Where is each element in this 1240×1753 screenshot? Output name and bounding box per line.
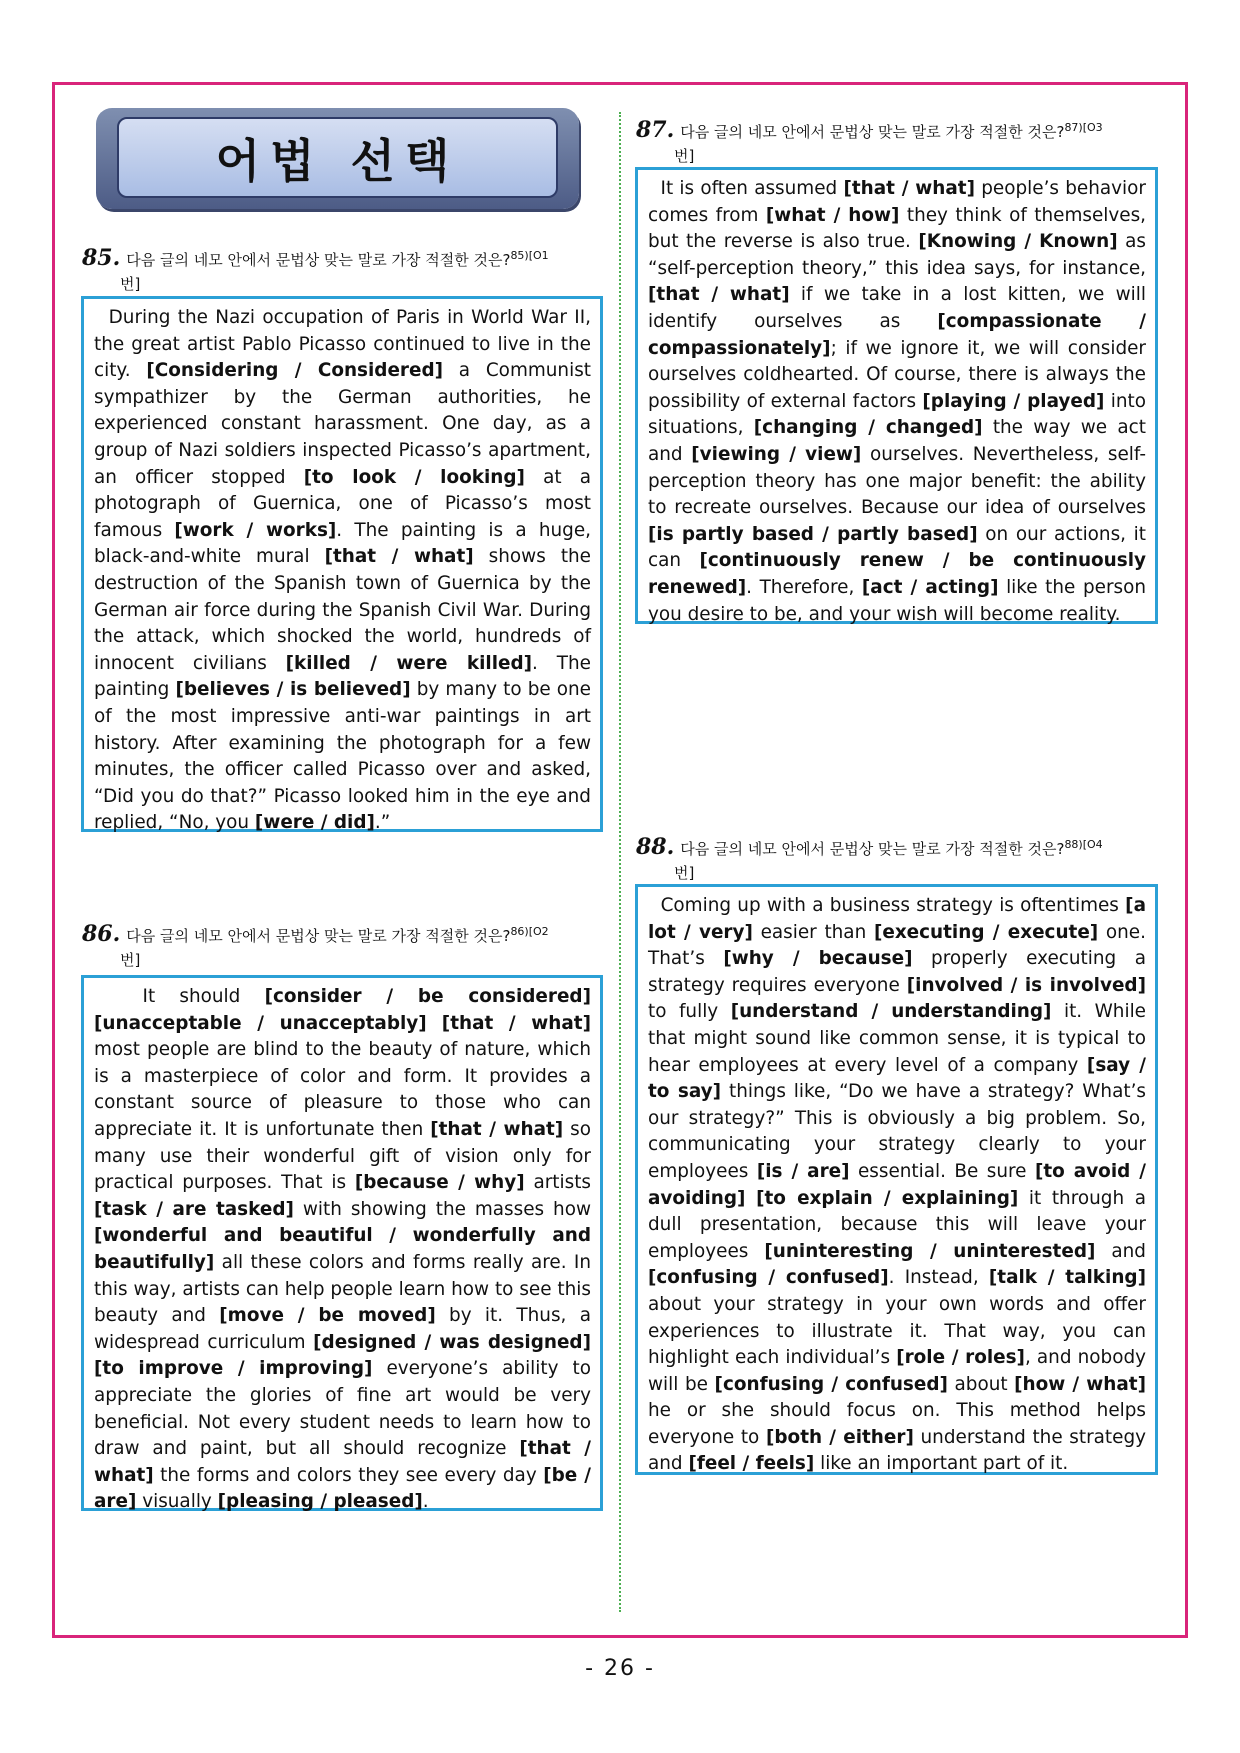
passage-text: During the Nazi occupation of Paris in World War II, the great artist Pablo Picasso continued to live in the city. — [94, 307, 591, 382]
passage-text: they think of themselves, but the reverse is also true. — [648, 204, 1147, 253]
question-number: 86. — [82, 921, 121, 947]
passage-text: as “self-perception theory,” this idea says, for instance, — [648, 231, 1146, 279]
answer-choice: [that / what] — [843, 178, 975, 199]
question-passage — [81, 975, 603, 1511]
answer-choice: [were / did] — [254, 812, 375, 834]
answer-choice: [task / are tasked] — [94, 1198, 294, 1220]
question-prompt: 다음 글의 네모 안에서 문법상 맞는 말로 가장 적절한 것은? — [126, 927, 511, 945]
question-header-87 — [636, 116, 1166, 168]
question-prompt: 다음 글의 네모 안에서 문법상 맞는 말로 가장 적절한 것은? — [680, 840, 1065, 858]
title-banner-inner — [117, 117, 558, 198]
answer-choice: [to explain / explaining] — [756, 1187, 1019, 1209]
answer-choice: [pleasing / pleased] — [217, 1491, 423, 1513]
passage-text: one. That’s — [648, 921, 1146, 970]
answer-choice: [talk / talking] — [988, 1267, 1146, 1289]
answer-choice: [confusing / confused] — [648, 1267, 889, 1289]
passage-text: It should — [142, 986, 265, 1007]
passage-text: visually — [136, 1491, 218, 1513]
passage-text: . Therefore, — [746, 576, 862, 598]
passage-text: the forms and colors they see every day — [153, 1464, 544, 1486]
answer-choice: [why / because] — [723, 948, 913, 970]
passage-text: so many use their wonderful gift of vision only for practical purposes. That is — [94, 1118, 591, 1194]
passage-text: It is often assumed — [660, 178, 844, 199]
answer-choice: [that / what] — [94, 1438, 591, 1486]
passage-text: . The painting is a huge, black-and-white mural — [94, 519, 591, 568]
passage-text: by many to be one of the most impressive anti-war paintings in art history. After examining the photograph for a few minutes, the officer called Picasso over and asked, “Did you do that?” Picasso looked him in the eye and replied, “No, you — [94, 679, 591, 834]
answer-choice: [believes / is believed] — [175, 679, 411, 701]
passage-text: shows the destruction of the Spanish town of Guernica by the German air force during the Spanish Civil War. During the attack, which shocked the world, hundreds of innocent civilians — [94, 546, 591, 674]
passage-text: easier than — [752, 921, 874, 943]
passage-text: people’s behavior comes from — [648, 178, 1146, 226]
answer-choice: [to improve / improving] — [94, 1358, 373, 1380]
passage-text: on our actions, it can — [648, 523, 1146, 572]
answer-choice: [to look / looking] — [303, 466, 525, 488]
passage-text: everyone’s ability to appreciate the glories of fine art would be very beneficial. Not every student needs to learn how to draw and paint, but all should recognize — [94, 1358, 591, 1460]
passage-text: by it. Thus, a widespread curriculum — [94, 1305, 591, 1353]
answer-choice: [compassionate / compassionately] — [648, 310, 1146, 359]
passage-text — [745, 1188, 756, 1209]
answer-choice: [be / are] — [94, 1464, 591, 1513]
passage-text: about your strategy in your own words and offer experiences to illustrate it. That way, you can highlight each individual’s — [648, 1293, 1146, 1369]
answer-choice: [Considering / Considered] — [146, 360, 444, 382]
question-header-88 — [636, 833, 1166, 885]
column-divider — [619, 112, 621, 1612]
passage-text: . The painting — [94, 652, 591, 701]
passage-text: ourselves. Nevertheless, self-perception theory has one major benefit: the ability to recreate ourselves. Because our idea of ourselves — [648, 443, 1147, 519]
passage-text: artists — [524, 1172, 591, 1194]
passage-text: all these colors and forms really are. In this way, artists can help people learn how to see this beauty and — [94, 1251, 591, 1327]
passage-text: he or she should focus on. This method helps everyone to — [648, 1400, 1146, 1448]
question-number: 85. — [82, 245, 121, 271]
passage-text: it. While that might sound like common sense, it is typical to hear employees at every level of a company — [648, 1001, 1146, 1076]
question-prompt: 다음 글의 네모 안에서 문법상 맞는 말로 가장 적절한 것은? — [680, 123, 1065, 141]
passage-text: . Instead, — [888, 1267, 989, 1289]
answer-choice: [is / are] — [756, 1160, 850, 1182]
passage-text: if we take in a lost kitten, we will identify ourselves as — [648, 284, 1146, 332]
question-passage — [635, 167, 1158, 624]
answer-choice: [wonderful and beautiful / wonderfully and beautifully] — [94, 1225, 591, 1273]
answer-choice: [that / what] — [648, 284, 790, 306]
passage-text: .” — [374, 812, 391, 834]
question-number: 88. — [636, 834, 675, 860]
passage-text: understand the strategy and — [648, 1426, 1147, 1475]
answer-choice: [role / roles] — [896, 1347, 1025, 1369]
answer-choice: [playing / played] — [922, 390, 1105, 412]
question-footnote: 86)[O2 — [510, 925, 549, 938]
passage-text: most people are blind to the beauty of nature, which is a masterpiece of color and form. It provides a constant source of pleasure to those who can appreciate it. It is unfortunate then — [94, 1039, 591, 1140]
answer-choice: [move / be moved] — [219, 1305, 436, 1327]
passage-text: at a photograph of Guernica, one of Picasso’s most famous — [94, 466, 591, 541]
passage-text: , and nobody will be — [648, 1347, 1147, 1395]
answer-choice: [how / what] — [1014, 1373, 1146, 1395]
answer-choice: [act / acting] — [861, 576, 999, 598]
answer-choice: [is partly based / partly based] — [648, 523, 978, 545]
answer-choice: [consider / be considered] — [264, 986, 591, 1007]
answer-choice: [involved / is involved] — [906, 974, 1146, 996]
answer-choice: [unacceptable / unacceptably] — [94, 1012, 427, 1034]
answer-choice: [both / either] — [765, 1426, 914, 1448]
question-header-85 — [82, 244, 602, 296]
question-prompt-cont: 번] — [674, 147, 695, 165]
question-footnote: 87)[O3 — [1064, 121, 1103, 134]
question-footnote: 88)[O4 — [1064, 838, 1103, 851]
passage-text: to fully — [648, 1001, 731, 1023]
passage-text: essential. Be sure — [849, 1160, 1035, 1182]
passage-text: a Communist sympathizer by the German authorities, he experienced constant harassment. One day, as a group of Nazi soldiers inspected Picasso’s apartment, an officer stopped — [94, 360, 591, 488]
answer-choice: [feel / feels] — [688, 1453, 815, 1475]
question-passage — [635, 884, 1158, 1475]
passage-text: with showing the masses how — [293, 1198, 592, 1220]
answer-choice: [continuously renew / be continuously renewed] — [648, 550, 1146, 598]
question-number: 87. — [636, 117, 675, 143]
answer-choice: [that / what] — [324, 546, 474, 568]
question-header-86 — [82, 920, 602, 972]
answer-choice: [uninteresting / uninterested] — [764, 1240, 1096, 1262]
passage-text: properly executing a strategy requires everyone — [648, 948, 1146, 996]
answer-choice: [a lot / very] — [648, 895, 1146, 943]
answer-choice: [confusing / confused] — [714, 1373, 948, 1395]
passage-text: it through a dull presentation, because this will leave your employees — [648, 1187, 1146, 1262]
passage-text: things like, “Do we have a strategy? What’s our strategy?” This is obviously a big problem. So, communicating your strategy clearly to your employees — [648, 1081, 1147, 1182]
page-title: 어법 선택 — [215, 133, 460, 188]
question-prompt-cont: 번] — [120, 275, 141, 293]
answer-choice: [say / to say] — [648, 1054, 1146, 1103]
answer-choice: [changing / changed] — [753, 417, 983, 439]
answer-choice: [work / works] — [174, 519, 337, 541]
page-number: - 26 - — [585, 1656, 655, 1681]
passage-text: the way we act and — [648, 417, 1147, 465]
question-prompt-cont: 번] — [120, 951, 141, 969]
answer-choice: [viewing / view] — [691, 443, 862, 465]
passage-text: about — [947, 1373, 1015, 1395]
answer-choice: [that / what] — [430, 1118, 564, 1140]
question-prompt: 다음 글의 네모 안에서 문법상 맞는 말로 가장 적절한 것은? — [126, 251, 511, 269]
question-footnote: 85)[O1 — [510, 249, 549, 262]
passage-text: and — [1095, 1240, 1146, 1262]
question-prompt-cont: 번] — [674, 864, 695, 882]
answer-choice: [to avoid / avoiding] — [648, 1160, 1146, 1209]
passage-text: . — [422, 1491, 429, 1513]
passage-text: into situations, — [648, 390, 1146, 439]
answer-choice: [that / what] — [441, 1012, 591, 1034]
answer-choice: [because / why] — [354, 1172, 525, 1194]
answer-choice: [executing / execute] — [873, 921, 1099, 943]
passage-text: Coming up with a business strategy is oftentimes — [660, 895, 1126, 916]
answer-choice: [what / how] — [765, 204, 900, 226]
answer-choice: [Knowing / Known] — [918, 231, 1118, 253]
question-passage — [81, 296, 603, 832]
answer-choice: [designed / was designed] — [313, 1331, 592, 1353]
passage-text: like an important part of it. — [814, 1453, 1069, 1475]
answer-choice: [understand / understanding] — [730, 1001, 1052, 1023]
answer-choice: [killed / were killed] — [285, 652, 533, 674]
passage-text: like the person you desire to be, and your wish will become reality. — [648, 576, 1146, 625]
passage-text: ; if we ignore it, we will consider ourselves coldhearted. Of course, there is always the possibility of external factors — [648, 337, 1146, 412]
passage-text — [427, 1013, 442, 1034]
